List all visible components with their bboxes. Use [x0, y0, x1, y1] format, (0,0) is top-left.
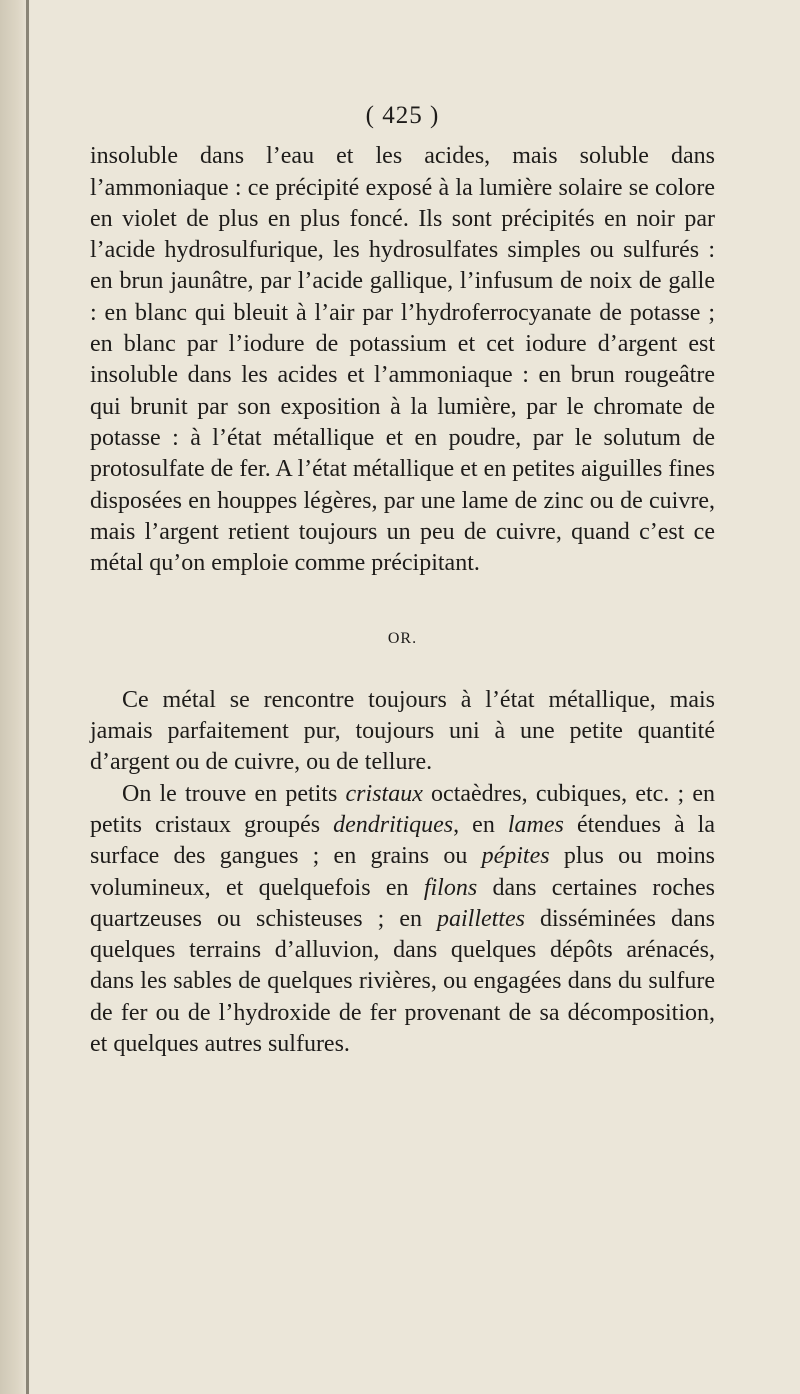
emphasis-dendritiques: dendritiques: [333, 811, 454, 838]
page-number: ( 425 ): [365, 102, 440, 129]
emphasis-paillettes: paillettes: [437, 905, 525, 932]
emphasis-lames: lames: [507, 811, 564, 838]
text-run: plus ou moins volumineux, et quelquefois en: [90, 843, 716, 901]
text-run: dans certaines roches quartzeuses ou schisteuses ; en: [90, 874, 715, 932]
page-text: [90, 100, 715, 1060]
paragraph-gold-occurrence: [90, 779, 715, 1061]
text-run: disséminées dans quelques terrains d’alluvion, dans quelques dépôts arénacés, dans les sables de quelques rivières, ou engagées dans du sulfure de fer ou de l’hydroxide de fer provenant de sa décomposition, et quelques autres sulfures.: [90, 905, 715, 1058]
section-title: OR.: [387, 630, 418, 648]
emphasis-cristaux: cristaux: [345, 780, 423, 807]
paragraph-gold-intro: Ce métal se rencontre toujours à l’état métallique, mais jamais parfaitement pur, toujours uni à une petite quantité d’argent ou de cuivre, ou de tellure.: [90, 686, 715, 776]
text-run: étendues à la surface des gangues ; en grains ou: [90, 811, 715, 870]
binding-edge-line: [26, 0, 29, 1394]
text-run: On le trouve en petits: [122, 780, 346, 807]
paragraph-continuation: insoluble dans l’eau et les acides, mais soluble dans l’ammoniaque : ce précipité exposé à la lumière solaire se colore en violet de plus en plus foncé. Ils sont précipités en noir par l’acide hydrosulfurique, les hydrosulfates simples ou sulfurés : en brun jaunâtre, par l’acide gallique, l’infusum de noix de galle : en blanc qui bleuit à l’air par l’hydroferrocyanate de potasse ; en blanc par l’iodure de potassium et cet iodure d’argent est insoluble dans les acides et l’ammoniaque : en brun rougeâtre qui brunit par son exposition à la lumière, par le chromate de potasse : à l’état métallique et en poudre, par le solutum de protosulfate de fer. A l’état métallique et en petites aiguilles fines disposées en houppes légères, par une lame de zinc ou de cuivre, mais l’argent retient toujours un peu de cuivre, quand c’est ce métal qu’on emploie comme précipitant.: [90, 143, 715, 577]
emphasis-filons: filons: [423, 874, 478, 901]
text-run: , en: [453, 811, 508, 838]
emphasis-pepites: pépites: [481, 843, 550, 870]
text-run: octaèdres, cubiques, etc. ; en petits cristaux groupés: [90, 780, 715, 838]
